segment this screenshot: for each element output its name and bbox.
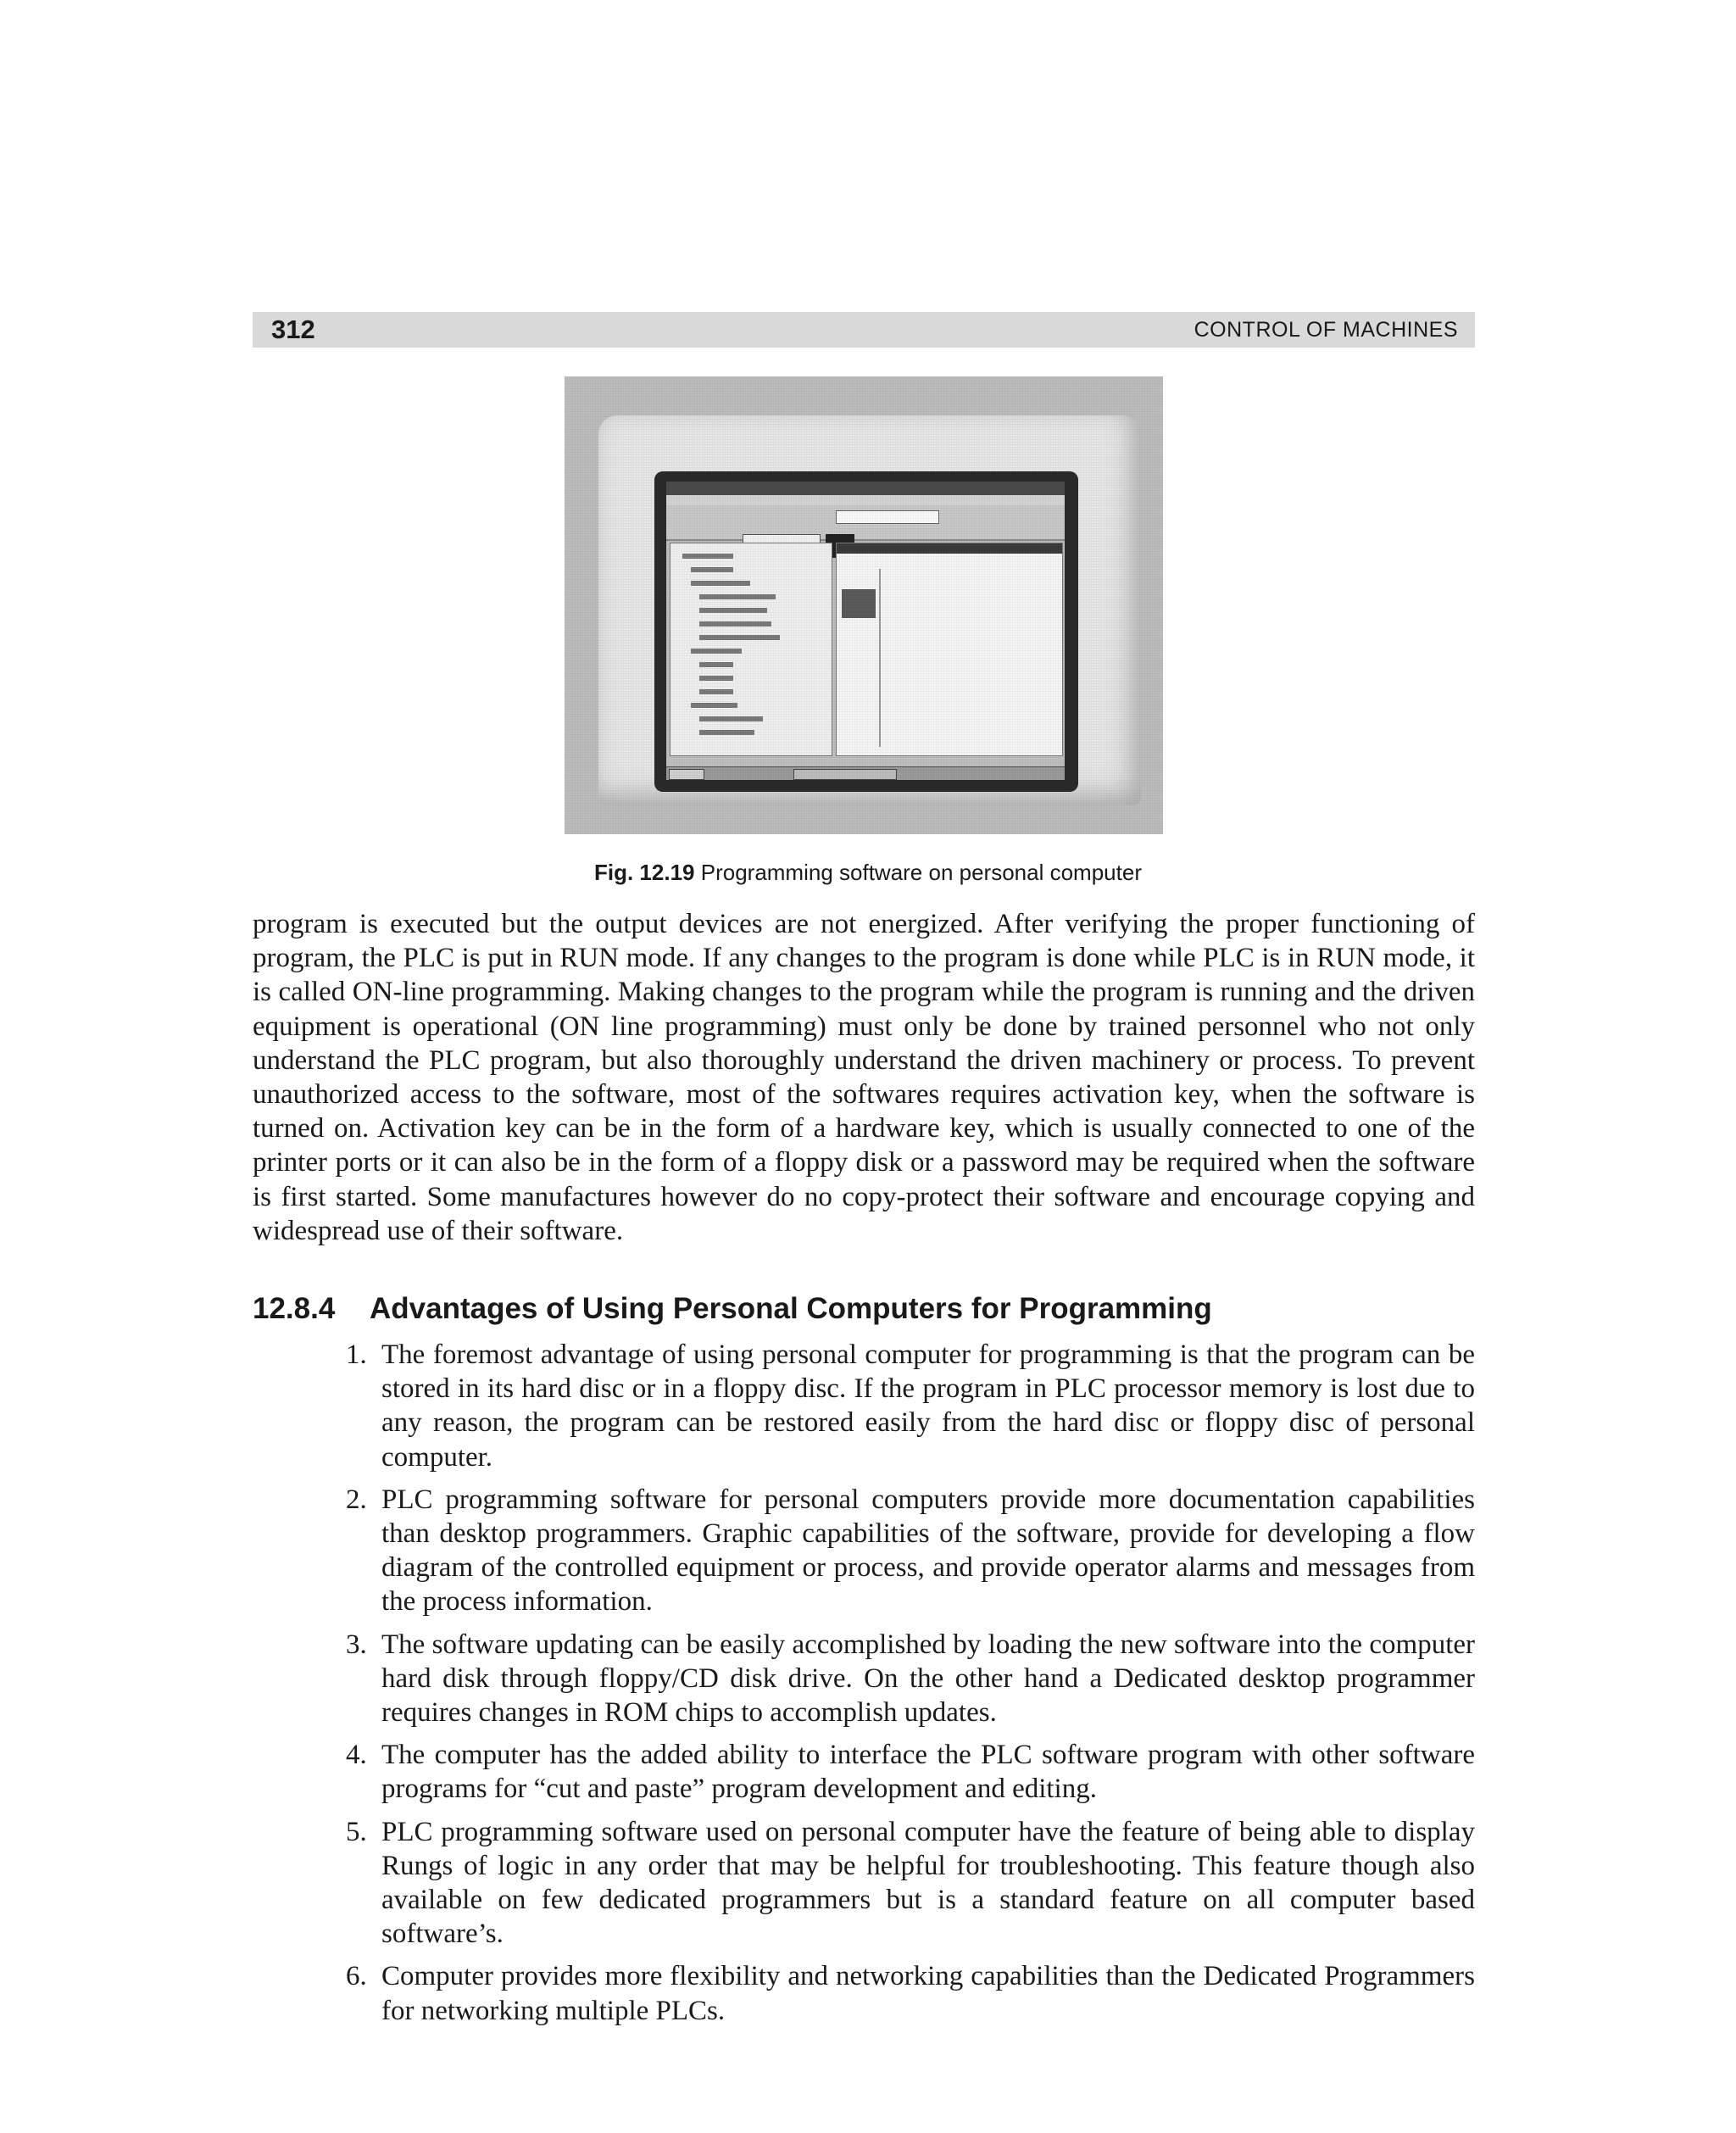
body-paragraph: program is executed but the output devices are not energized. After verifying the proper functioning of program, the PLC is put in RUN mode. If any changes to the program is done while PLC is in RUN mode, it is called ON-line programming. Making changes to the program while the program is running and the driven equipment is operational (ON line programming) must only be done by trained personnel who not only understand the PLC program, but also thoroughly understand the driven machinery or process. To prevent unauthorized access to the software, most of the softwares requires activation key, when the software is turned on. Activation key can be in the form of a hardware key, which is usually connected to one of the printer ports or it can also be in the form of a floppy disk or a password may be required when the software is first started. Some manufactures however do no copy-protect their software and encourage copying and widespread use of their software. [253, 909, 1475, 1246]
advantages-list [253, 1338, 1475, 2036]
list-item [253, 1338, 1475, 1474]
list-item [253, 1738, 1475, 1806]
running-head-title: CONTROL OF MACHINES [1194, 318, 1458, 342]
list-item [253, 1959, 1475, 2027]
list-item-text: The software updating can be easily accomplished by loading the new software into the computer hard disk through floppy/CD disk drive. On the other hand a Dedicated desktop programmer requires changes in ROM chips to accomplish updates. [381, 1629, 1475, 1729]
section-heading [253, 1292, 1475, 1326]
list-item [253, 1483, 1475, 1619]
photo-grain [565, 376, 1163, 834]
list-item-text: PLC programming software for personal computers provide more documentation capabilities than desktop programmers. Graphic capabilities of the software, provide for developing a flow diagram of the controlled equipment or process, and provide operator alarms and messages from the process information. [381, 1484, 1475, 1618]
figure-label: Fig. 12.19 [594, 860, 695, 885]
section-title: Advantages of Using Personal Computers for Programming [370, 1292, 1212, 1325]
list-item-text: The computer has the added ability to interface the PLC software program with other software programs for “cut and paste” program development and editing. [381, 1740, 1475, 1805]
list-item-number: 2. [346, 1484, 367, 1515]
section-number: 12.8.4 [253, 1292, 336, 1325]
list-item-number: 4. [346, 1740, 367, 1771]
list-item-number: 5. [346, 1816, 367, 1847]
list-item-number: 3. [346, 1629, 367, 1660]
list-item-text: The foremost advantage of using personal computer for programming is that the program can be stored in its hard disc or in a floppy disc. If the program in PLC processor memory is lost due to any reason, the program can be restored easily from the hard disc or floppy disc of personal computer. [381, 1339, 1475, 1473]
list-item-text: PLC programming software used on personal computer have the feature of being able to display Rungs of logic in any order that may be helpful for troubleshooting. This feature though also available on few dedicated programmers but is a standard feature on all computer based software’s. [381, 1816, 1475, 1950]
list-item [253, 1815, 1475, 1952]
figure-photo-monitor [565, 376, 1163, 834]
list-item-number: 1. [346, 1339, 367, 1370]
list-item-text: Computer provides more flexibility and networking capabilities than the Dedicated Programmers for networking multiple PLCs. [381, 1961, 1475, 2026]
list-item-number: 6. [346, 1961, 367, 1992]
running-header [253, 312, 1475, 348]
figure-caption-text: Programming software on personal computer [700, 860, 1142, 885]
figure-caption [0, 860, 1736, 886]
page-number: 312 [271, 315, 315, 344]
list-item [253, 1628, 1475, 1730]
